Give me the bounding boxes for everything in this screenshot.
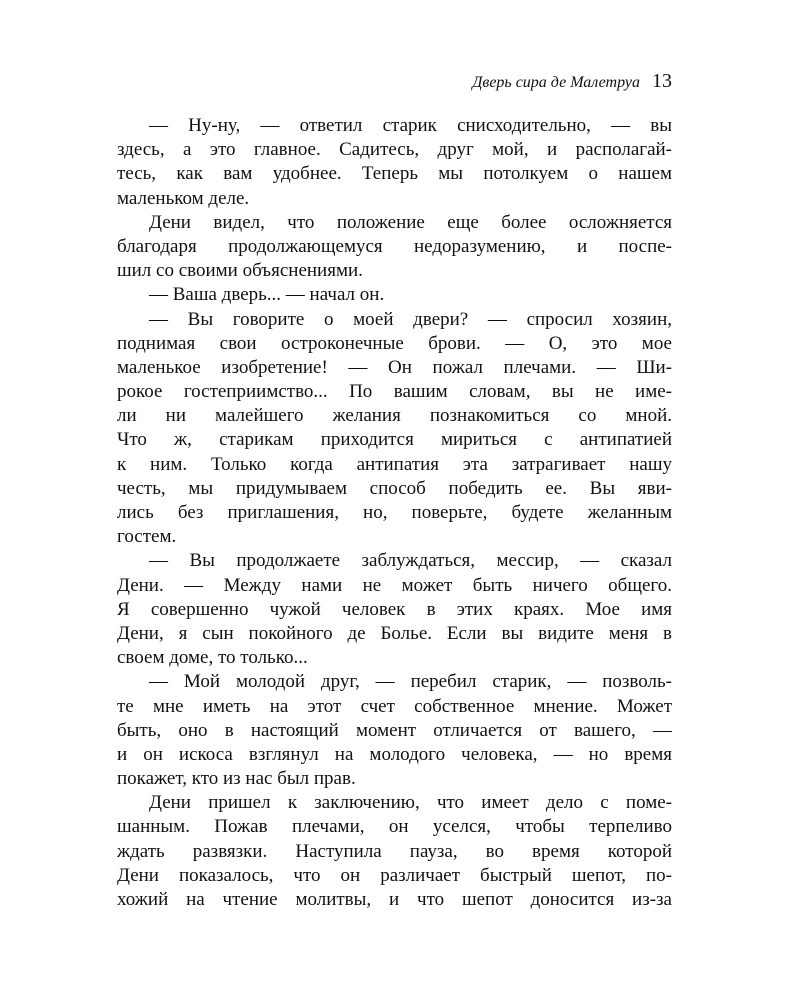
page-number: 13 bbox=[652, 70, 672, 92]
body-text bbox=[117, 114, 672, 912]
text-line: Дени. — Между нами не может быть ничего общего. bbox=[117, 574, 672, 596]
text-line: хожий на чтение молитвы, и что шепот доносится из-за bbox=[117, 889, 672, 910]
text-line: поднимая свои остроконечные брови. — О, это мое bbox=[117, 332, 672, 354]
text-line: Дени, я сын покойного де Болье. Если вы видите меня в bbox=[117, 622, 672, 644]
text-line: маленькое изобретение! — Он пожал плечами. — Ши- bbox=[117, 356, 672, 378]
text-line: — Ну-ну, — ответил старик снисходительно, — вы bbox=[149, 115, 672, 136]
text-line: гостем. bbox=[117, 526, 177, 548]
text-line: благодаря продолжающемуся недоразумению, и поспе- bbox=[117, 235, 672, 257]
text-line: Дени видел, что положение еще более осложняется bbox=[149, 211, 672, 233]
text-line: рокое гостеприимство... По вашим словам, вы не име- bbox=[117, 381, 672, 403]
text-line: ждать развязки. Наступила пауза, во время которой bbox=[117, 840, 672, 862]
book-page bbox=[117, 70, 672, 912]
text-line: — Ваша дверь... — начал он. bbox=[149, 284, 385, 306]
text-line: к ним. Только когда антипатия эта затрагивает нашу bbox=[117, 453, 672, 475]
text-line: тесь, как вам удобнее. Теперь мы потолкуем о нашем bbox=[117, 163, 672, 185]
text-line: Дени пришел к заключению, что имеет дело с поме- bbox=[149, 792, 672, 814]
running-head bbox=[117, 70, 672, 104]
text-line: быть, оно в настоящий момент отличается от вашего, — bbox=[117, 719, 672, 741]
text-line: — Мой молодой друг, — перебил старик, — позволь- bbox=[149, 671, 672, 693]
text-line: и он искоса взглянул на молодого человека, — но время bbox=[117, 743, 672, 765]
text-line: Что ж, старикам приходится мириться с антипатией bbox=[117, 429, 672, 451]
text-line: Дени показалось, что он различает быстрый шепот, по- bbox=[117, 864, 672, 886]
text-line: — Вы говорите о моей двери? — спросил хозяин, bbox=[149, 308, 672, 330]
text-line: шанным. Пожав плечами, он уселся, чтобы терпеливо bbox=[117, 816, 672, 838]
text-line: — Вы продолжаете заблуждаться, мессир, — сказал bbox=[149, 550, 672, 572]
text-line: здесь, а это главное. Садитесь, друг мой, и располагай- bbox=[117, 139, 672, 161]
text-line: покажет, кто из нас был прав. bbox=[117, 768, 356, 790]
text-line: честь, мы придумываем способ победить ее. Вы яви- bbox=[117, 477, 672, 499]
text-line: своем доме, то только... bbox=[117, 647, 308, 669]
text-line: маленьком деле. bbox=[117, 187, 250, 209]
running-title: Дверь сира де Малетруа bbox=[472, 74, 640, 91]
text-line: те мне иметь на этот счет собственное мнение. Может bbox=[117, 695, 672, 717]
text-line: ли ни малейшего желания познакомиться со мной. bbox=[117, 405, 672, 427]
text-line: лись без приглашения, но, поверьте, будете желанным bbox=[117, 502, 672, 523]
text-line: Я совершенно чужой человек в этих краях. Мое имя bbox=[117, 598, 672, 620]
text-line: шил со своими объяснениями. bbox=[117, 260, 363, 282]
